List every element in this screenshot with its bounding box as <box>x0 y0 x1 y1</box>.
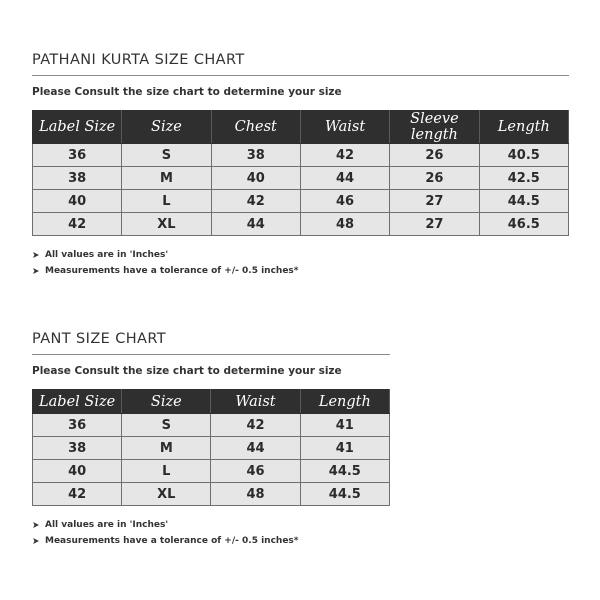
pant-size-table <box>32 389 390 506</box>
note-text: Measurements have a tolerance of +/- 0.5 inches* <box>45 536 299 546</box>
pant-size-chart-subtitle: Please Consult the size chart to determine your size <box>32 365 342 377</box>
table-cell: 42.5 <box>479 167 568 190</box>
table-cell: 44.5 <box>300 483 389 506</box>
pant-header-waist: Waist <box>211 390 300 414</box>
table-cell: M <box>122 167 211 190</box>
table-cell: 41 <box>300 437 389 460</box>
table-cell: 44.5 <box>479 190 568 213</box>
table-cell: 26 <box>390 167 479 190</box>
table-cell: L <box>122 190 211 213</box>
pant-title-divider <box>32 354 390 355</box>
table-cell: 42 <box>300 144 389 167</box>
kurta-header-size: Size <box>122 111 211 144</box>
kurta-header-label-size: Label Size <box>33 111 122 144</box>
table-cell: 36 <box>33 414 122 437</box>
note-item <box>32 517 390 533</box>
table-row <box>33 190 569 213</box>
table-cell: 48 <box>211 483 300 506</box>
note-item <box>32 247 569 263</box>
kurta-title-divider <box>32 75 569 76</box>
pant-table-header-row <box>33 390 390 414</box>
table-cell: M <box>122 437 211 460</box>
kurta-size-section <box>32 50 569 279</box>
table-cell: XL <box>122 483 211 506</box>
table-row <box>33 483 390 506</box>
table-cell: 27 <box>390 190 479 213</box>
table-cell: 44 <box>300 167 389 190</box>
table-row <box>33 144 569 167</box>
kurta-header-chest: Chest <box>211 111 300 144</box>
pant-header-length: Length <box>300 390 389 414</box>
table-row <box>33 167 569 190</box>
kurta-size-chart-title: PATHANI KURTA SIZE CHART <box>32 52 245 68</box>
table-cell: 38 <box>211 144 300 167</box>
table-cell: 42 <box>33 483 122 506</box>
kurta-header-length: Length <box>479 111 568 144</box>
table-row <box>33 213 569 236</box>
table-row <box>33 437 390 460</box>
table-cell: 48 <box>300 213 389 236</box>
table-cell: S <box>122 414 211 437</box>
kurta-table-header-row <box>33 111 569 144</box>
pant-header-size: Size <box>122 390 211 414</box>
table-row <box>33 414 390 437</box>
pant-notes <box>32 517 390 549</box>
table-cell: 41 <box>300 414 389 437</box>
table-cell: 42 <box>211 414 300 437</box>
table-cell: 40 <box>33 190 122 213</box>
pant-header-label-size: Label Size <box>33 390 122 414</box>
note-text: All values are in 'Inches' <box>45 250 169 260</box>
table-cell: 26 <box>390 144 479 167</box>
table-cell: 42 <box>211 190 300 213</box>
arrow-right-icon <box>33 522 39 528</box>
table-cell: 46.5 <box>479 213 568 236</box>
table-cell: 40 <box>211 167 300 190</box>
table-cell: 38 <box>33 167 122 190</box>
note-item <box>32 533 390 549</box>
table-cell: 44 <box>211 213 300 236</box>
table-cell: 44.5 <box>300 460 389 483</box>
table-cell: XL <box>122 213 211 236</box>
table-row <box>33 460 390 483</box>
arrow-right-icon <box>33 268 39 274</box>
table-cell: 40 <box>33 460 122 483</box>
note-text: Measurements have a tolerance of +/- 0.5 inches* <box>45 266 299 276</box>
note-item <box>32 263 569 279</box>
table-cell: 46 <box>211 460 300 483</box>
table-cell: 42 <box>33 213 122 236</box>
table-cell: 27 <box>390 213 479 236</box>
kurta-size-chart-subtitle: Please Consult the size chart to determine your size <box>32 86 342 98</box>
arrow-right-icon <box>33 252 39 258</box>
kurta-header-waist: Waist <box>300 111 389 144</box>
note-text: All values are in 'Inches' <box>45 520 169 530</box>
table-cell: S <box>122 144 211 167</box>
pant-size-chart-title: PANT SIZE CHART <box>32 331 167 347</box>
arrow-right-icon <box>33 538 39 544</box>
kurta-notes <box>32 247 569 279</box>
kurta-header-sleeve-length: Sleeve length <box>390 111 479 144</box>
pant-size-section <box>32 329 390 549</box>
table-cell: 40.5 <box>479 144 568 167</box>
kurta-size-table <box>32 110 569 236</box>
table-cell: 46 <box>300 190 389 213</box>
table-cell: L <box>122 460 211 483</box>
table-cell: 36 <box>33 144 122 167</box>
table-cell: 44 <box>211 437 300 460</box>
table-cell: 38 <box>33 437 122 460</box>
